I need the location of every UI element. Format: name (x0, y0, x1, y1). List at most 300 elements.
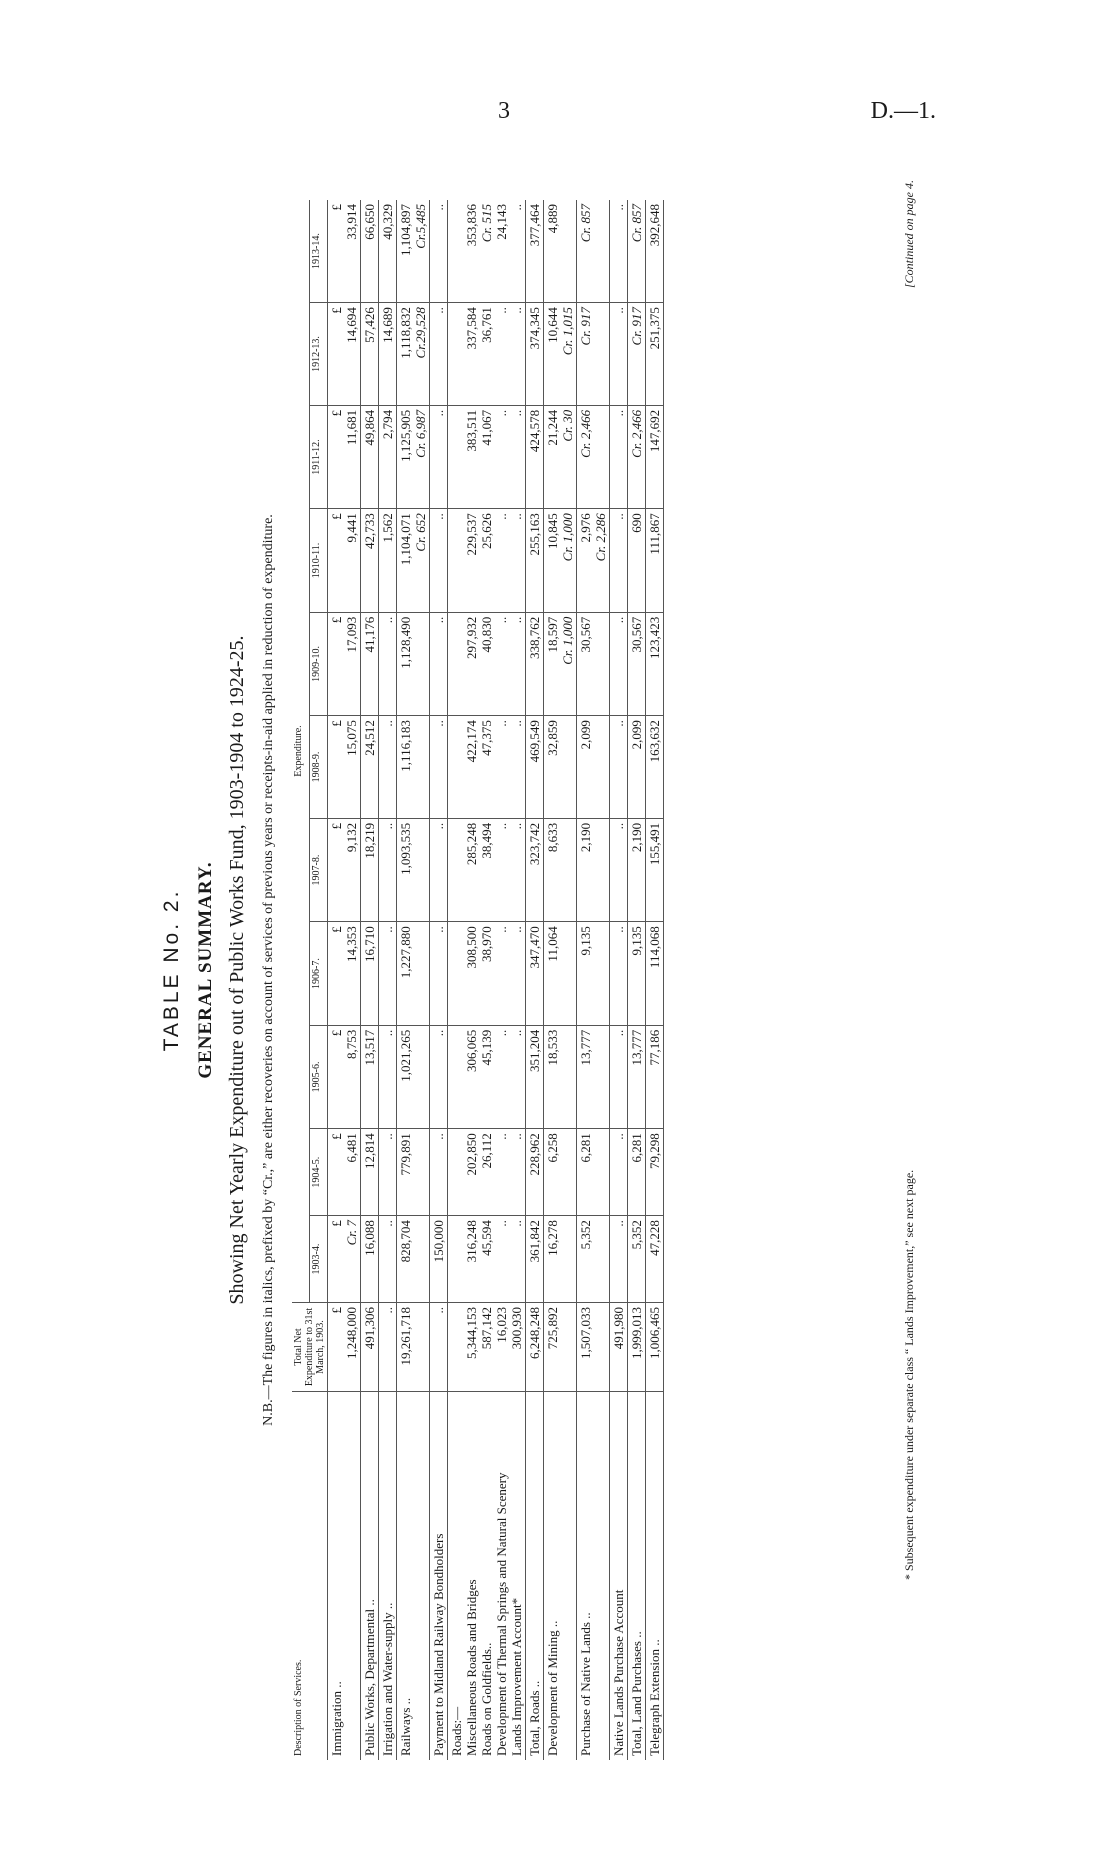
year-value (328, 612, 361, 715)
cell-line: .. (431, 204, 446, 211)
year-value (430, 1025, 448, 1128)
cell-line: 337,584 (464, 307, 479, 350)
year-value (628, 1129, 646, 1216)
cell-line: .. (611, 1220, 626, 1227)
cell-line: 1,507,033 (578, 1307, 593, 1359)
cell-line: .. (380, 1307, 395, 1314)
year-value (448, 405, 526, 508)
cell-line: 6,281 (629, 1133, 644, 1163)
year-value (430, 716, 448, 819)
cell-line: 114,068 (647, 926, 662, 969)
year-value (448, 716, 526, 819)
cell-line: 1,006,465 (647, 1307, 662, 1359)
cell-line: 45,594 (479, 1220, 494, 1256)
year-value (379, 716, 397, 819)
year-value (544, 1025, 577, 1128)
year-value (430, 818, 448, 921)
cell-line: 383,511 (464, 409, 479, 452)
cell-line: 1,999,013 (629, 1307, 644, 1359)
year-value (361, 405, 379, 508)
cell-line: 41,067 (479, 409, 494, 446)
row-total (397, 1303, 430, 1392)
cell-line: .. (611, 822, 626, 830)
cell-line: Development of Mining .. (545, 1620, 560, 1756)
cell-line: 338,762 (527, 616, 542, 659)
cell-line: 41,176 (362, 616, 377, 653)
year-value (610, 612, 628, 715)
year-value (430, 303, 448, 406)
year-value (610, 303, 628, 406)
cell-line: .. (380, 1133, 395, 1140)
cell-line: 9,441 (344, 513, 359, 543)
year-value (646, 405, 664, 508)
year-value (526, 922, 544, 1025)
year-value (361, 612, 379, 715)
cell-line: .. (380, 720, 395, 727)
cell-line: Roads on Goldfields.. (479, 1642, 494, 1756)
year-value (628, 818, 646, 921)
cell-line: 1,104,897 (398, 204, 413, 256)
table-row (430, 200, 448, 1760)
table-subtitle: GENERAL SUMMARY. (195, 861, 216, 1079)
cell-line: .. (494, 1133, 509, 1140)
cell-line: Cr. 917 (629, 307, 644, 346)
cell-line: Cr. 917 (578, 307, 593, 346)
cell-line: 30,567 (629, 616, 644, 653)
year-value (448, 1216, 526, 1303)
cell-line: 229,537 (464, 513, 479, 556)
cell-line: .. (380, 822, 395, 830)
year-value (628, 303, 646, 406)
cell-line: 12,814 (362, 1133, 377, 1169)
cell-line: Native Lands Purchase Account (611, 1589, 626, 1756)
year-value (610, 200, 628, 303)
year-value (361, 922, 379, 1025)
cell-line: 11,681 (344, 409, 359, 446)
cell-line: 5,352 (629, 1220, 644, 1250)
cell-line: .. (380, 616, 395, 624)
year-value (361, 1025, 379, 1128)
year-value (397, 612, 430, 715)
cell-line: 1,227,880 (398, 926, 413, 979)
year-value (397, 405, 430, 508)
cell-line: 308,500 (464, 926, 479, 969)
year-value (526, 612, 544, 715)
cell-line: Irrigation and Water-supply .. (380, 1602, 395, 1756)
year-value (526, 818, 544, 921)
cell-line: 15,075 (344, 720, 359, 756)
cell-line: 77,186 (647, 1029, 662, 1066)
cell-line: 587,142 (479, 1307, 494, 1350)
cell-line: .. (494, 513, 509, 520)
cell-line: 16,710 (362, 926, 377, 963)
year-value (379, 818, 397, 921)
expenditure-table (292, 200, 664, 1760)
cell-line: .. (611, 616, 626, 624)
cell-line: 150,000 (431, 1220, 446, 1263)
year-value (361, 509, 379, 612)
year-value (628, 1216, 646, 1303)
cell-line: 14,689 (380, 307, 395, 343)
cell-line (449, 926, 464, 1020)
year-value (544, 716, 577, 819)
year-value (646, 612, 664, 715)
year-value (397, 716, 430, 819)
cell-line: 1,104,071 (398, 513, 413, 566)
cell-line: 18,533 (545, 1029, 560, 1066)
cell-line: .. (431, 926, 446, 933)
table-row (448, 200, 526, 1760)
cell-line: 9,135 (578, 926, 593, 956)
table-row (577, 200, 610, 1760)
year-header: 1910-11. (309, 509, 327, 612)
row-description (646, 1392, 664, 1761)
cell-line: 6,248,248 (527, 1307, 542, 1359)
cell-line (449, 513, 464, 607)
cell-line: .. (431, 822, 446, 830)
cell-line: 14,694 (344, 307, 359, 343)
year-value (526, 1025, 544, 1128)
year-value (577, 818, 610, 921)
cell-line: 13,777 (578, 1029, 593, 1066)
year-value (397, 1025, 430, 1128)
year-header: 1903-4. (309, 1216, 327, 1303)
cell-line: 57,426 (362, 307, 377, 343)
year-value (448, 922, 526, 1025)
year-value (379, 1216, 397, 1303)
year-value (628, 1025, 646, 1128)
cell-line: .. (494, 720, 509, 727)
table-heading: Showing Net Yearly Expenditure out of Public Works Fund, 1903-1904 to 1924-25. (226, 635, 248, 1305)
year-value (526, 509, 544, 612)
cell-line (449, 204, 464, 298)
cell-line: 18,219 (362, 822, 377, 859)
row-total (646, 1303, 664, 1392)
cell-line: Telegraph Extension .. (647, 1639, 662, 1756)
year-value (361, 303, 379, 406)
cell-line: .. (509, 616, 524, 624)
cell-line: 16,088 (362, 1220, 377, 1256)
cell-line: .. (431, 720, 446, 727)
description-header: Description of Services. (292, 1392, 328, 1761)
row-total (610, 1303, 628, 1392)
cell-line: .. (494, 616, 509, 624)
cell-line: 392,648 (647, 204, 662, 247)
cell-line: 5,352 (578, 1220, 593, 1250)
year-value (397, 818, 430, 921)
table-row (628, 200, 646, 1760)
cell-line: 2,099 (578, 720, 593, 750)
row-description (544, 1392, 577, 1761)
row-description (610, 1392, 628, 1761)
cell-line: 300,930 (509, 1307, 524, 1350)
year-value (397, 922, 430, 1025)
year-value (610, 1216, 628, 1303)
cell-line: Development of Thermal Springs and Natural Scenery (494, 1472, 509, 1756)
cell-line: Miscellaneous Roads and Bridges (464, 1579, 479, 1756)
cell-line: .. (509, 513, 524, 520)
cell-line (449, 1030, 464, 1124)
year-value (379, 405, 397, 508)
row-total (544, 1303, 577, 1392)
year-header: 1909-10. (309, 612, 327, 715)
cell-line: 19,261,718 (398, 1307, 413, 1366)
cell-line: 690 (629, 513, 644, 533)
cell-line: £ (329, 926, 344, 933)
year-value (646, 509, 664, 612)
year-value (379, 509, 397, 612)
cell-line: Cr.5,485 (413, 204, 428, 249)
year-value (526, 716, 544, 819)
cell-line: 361,842 (527, 1220, 542, 1263)
cell-line: .. (494, 822, 509, 830)
cell-line: 21,244 (545, 409, 560, 446)
cell-line (449, 1133, 464, 1211)
cell-line: .. (509, 409, 524, 417)
year-value (577, 612, 610, 715)
table-row (526, 200, 544, 1760)
year-value (379, 612, 397, 715)
cell-line: Cr. 1,000 (560, 616, 575, 665)
year-value (448, 1025, 526, 1128)
cell-line (449, 410, 464, 504)
cell-line: .. (431, 307, 446, 314)
year-value (361, 716, 379, 819)
year-value (430, 1216, 448, 1303)
year-value (544, 303, 577, 406)
year-value (544, 922, 577, 1025)
row-description (361, 1392, 379, 1761)
year-value (544, 818, 577, 921)
year-value (628, 922, 646, 1025)
cell-line: .. (494, 307, 509, 314)
row-total (328, 1303, 361, 1392)
year-value (610, 818, 628, 921)
cell-line: Cr. 857 (629, 204, 644, 243)
year-value (544, 612, 577, 715)
year-value (544, 200, 577, 303)
year-value (328, 1025, 361, 1128)
year-value (361, 200, 379, 303)
cell-line: 16,023 (494, 1307, 509, 1343)
cell-line: Cr. 857 (578, 204, 593, 243)
year-value (610, 509, 628, 612)
cell-line: .. (509, 926, 524, 933)
cell-line: 24,143 (494, 204, 509, 240)
year-value (328, 922, 361, 1025)
year-value (397, 303, 430, 406)
cell-line: 123,423 (647, 616, 662, 659)
cell-line: 1,021,265 (398, 1029, 413, 1082)
cell-line: Cr. 515 (479, 204, 494, 243)
cell-line: 79,298 (647, 1133, 662, 1169)
year-value (544, 405, 577, 508)
continued-note: [Continued on page 4. (902, 180, 916, 288)
year-value (577, 1216, 610, 1303)
cell-line: .. (509, 204, 524, 211)
cell-line: 13,777 (629, 1029, 644, 1066)
cell-line: 66,650 (362, 204, 377, 240)
row-description (628, 1392, 646, 1761)
year-value (526, 1216, 544, 1303)
cell-line: 297,932 (464, 616, 479, 659)
cell-line: 38,494 (479, 822, 494, 859)
cell-line: Railways .. (398, 1697, 413, 1756)
cell-line: .. (431, 1307, 446, 1314)
year-value (646, 716, 664, 819)
cell-line: Cr. 2,466 (578, 409, 593, 458)
year-header: 1912-13. (309, 303, 327, 406)
year-value (430, 200, 448, 303)
year-value (379, 922, 397, 1025)
cell-line: 828,704 (398, 1220, 413, 1263)
cell-line: .. (509, 1133, 524, 1140)
year-value (448, 303, 526, 406)
cell-line: 228,962 (527, 1133, 542, 1176)
table-note: N.B.—The figures in italics, prefixed by “Cr.,” are either recoveries on account of services of previous years or receipts-in-aid applied in reduction of expenditure. (261, 514, 276, 1426)
cell-line: 163,632 (647, 720, 662, 763)
cell-line: 13,517 (362, 1029, 377, 1066)
cell-line (449, 720, 464, 814)
cell-line: 9,135 (629, 926, 644, 956)
year-value (379, 303, 397, 406)
cell-line: .. (611, 1133, 626, 1140)
cell-line: Public Works, Departmental .. (362, 1599, 377, 1756)
year-value (646, 1129, 664, 1216)
cell-line: 40,329 (380, 204, 395, 240)
cell-line: 32,859 (545, 720, 560, 756)
cell-line: .. (431, 513, 446, 520)
year-value (526, 303, 544, 406)
year-value (430, 1129, 448, 1216)
cell-line: Cr. 30 (560, 409, 575, 442)
year-value (430, 922, 448, 1025)
cell-line: 6,481 (344, 1133, 359, 1163)
year-value (397, 200, 430, 303)
cell-line: 8,753 (344, 1029, 359, 1059)
cell-line (449, 1307, 464, 1387)
cell-line: .. (611, 720, 626, 727)
year-value (610, 922, 628, 1025)
row-description (448, 1392, 526, 1761)
year-value (526, 1129, 544, 1216)
cell-line: .. (509, 720, 524, 727)
cell-line: 202,850 (464, 1133, 479, 1176)
cell-line: 42,733 (362, 513, 377, 550)
cell-line: 255,163 (527, 513, 542, 556)
cell-line: Cr. 1,015 (560, 307, 575, 356)
cell-line: .. (611, 513, 626, 520)
year-value (577, 303, 610, 406)
cell-line: 251,375 (647, 307, 662, 350)
year-header: 1911-12. (309, 405, 327, 508)
cell-line: 1,248,000 (344, 1307, 359, 1359)
cell-line: 5,344,153 (464, 1307, 479, 1359)
year-header: 1908-9. (309, 716, 327, 819)
footnote: * Subsequent expenditure under separate class “ Lands Improvement,” see next page. (902, 1169, 916, 1580)
year-value (628, 509, 646, 612)
row-total (628, 1303, 646, 1392)
year-value (379, 200, 397, 303)
year-value (430, 612, 448, 715)
cell-line: 10,644 (545, 307, 560, 343)
year-value (526, 405, 544, 508)
year-value (328, 1129, 361, 1216)
cell-line: .. (611, 926, 626, 933)
cell-line: .. (509, 1029, 524, 1037)
cell-line: Cr.29,528 (413, 307, 428, 359)
cell-line: 1,125,905 (398, 409, 413, 462)
cell-line: .. (509, 307, 524, 314)
table-row (397, 200, 430, 1760)
cell-line: 353,836 (464, 204, 479, 247)
cell-line: 14,353 (344, 926, 359, 963)
cell-line: Total, Roads .. (527, 1680, 542, 1756)
cell-line (449, 617, 464, 711)
year-value (328, 1216, 361, 1303)
year-value (448, 612, 526, 715)
cell-line: £ (329, 1307, 344, 1314)
cell-line: 155,491 (647, 822, 662, 866)
year-value (430, 405, 448, 508)
year-header: 1904-5. (309, 1129, 327, 1216)
year-value (448, 1129, 526, 1216)
cell-line: .. (431, 616, 446, 624)
year-value (328, 716, 361, 819)
cell-line: 38,970 (479, 926, 494, 963)
cell-line: 1,118,832 (398, 307, 413, 359)
year-value (577, 509, 610, 612)
row-description (526, 1392, 544, 1761)
year-value (577, 922, 610, 1025)
cell-line: 779,891 (398, 1133, 413, 1176)
year-value (628, 405, 646, 508)
cell-line: 323,742 (527, 822, 542, 866)
cell-line: £ (329, 720, 344, 727)
row-total (379, 1303, 397, 1392)
cell-line: £ (329, 1029, 344, 1037)
year-value (646, 922, 664, 1025)
cell-line: .. (611, 204, 626, 211)
cell-line: £ (329, 513, 344, 520)
table-row (361, 200, 379, 1760)
table-row (379, 200, 397, 1760)
cell-line: 316,248 (464, 1220, 479, 1263)
cell-line: 147,692 (647, 409, 662, 453)
cell-line: 424,578 (527, 409, 542, 453)
cell-line: 30,567 (578, 616, 593, 653)
cell-line: £ (329, 409, 344, 417)
row-total (430, 1303, 448, 1392)
row-description (379, 1392, 397, 1761)
cell-line: 111,867 (647, 513, 662, 555)
table-row (544, 200, 577, 1760)
year-value (628, 612, 646, 715)
cell-line: .. (431, 1029, 446, 1037)
cell-line: .. (494, 409, 509, 417)
year-value (577, 200, 610, 303)
year-value (361, 1216, 379, 1303)
year-value (544, 1216, 577, 1303)
year-value (448, 818, 526, 921)
cell-line: 9,132 (344, 822, 359, 853)
cell-line: 1,562 (380, 513, 395, 543)
cell-line: 24,512 (362, 720, 377, 756)
cell-line: 36,761 (479, 307, 494, 343)
cell-line: 2,099 (629, 720, 644, 750)
cell-line: Cr. 2,466 (629, 409, 644, 458)
year-value (430, 509, 448, 612)
